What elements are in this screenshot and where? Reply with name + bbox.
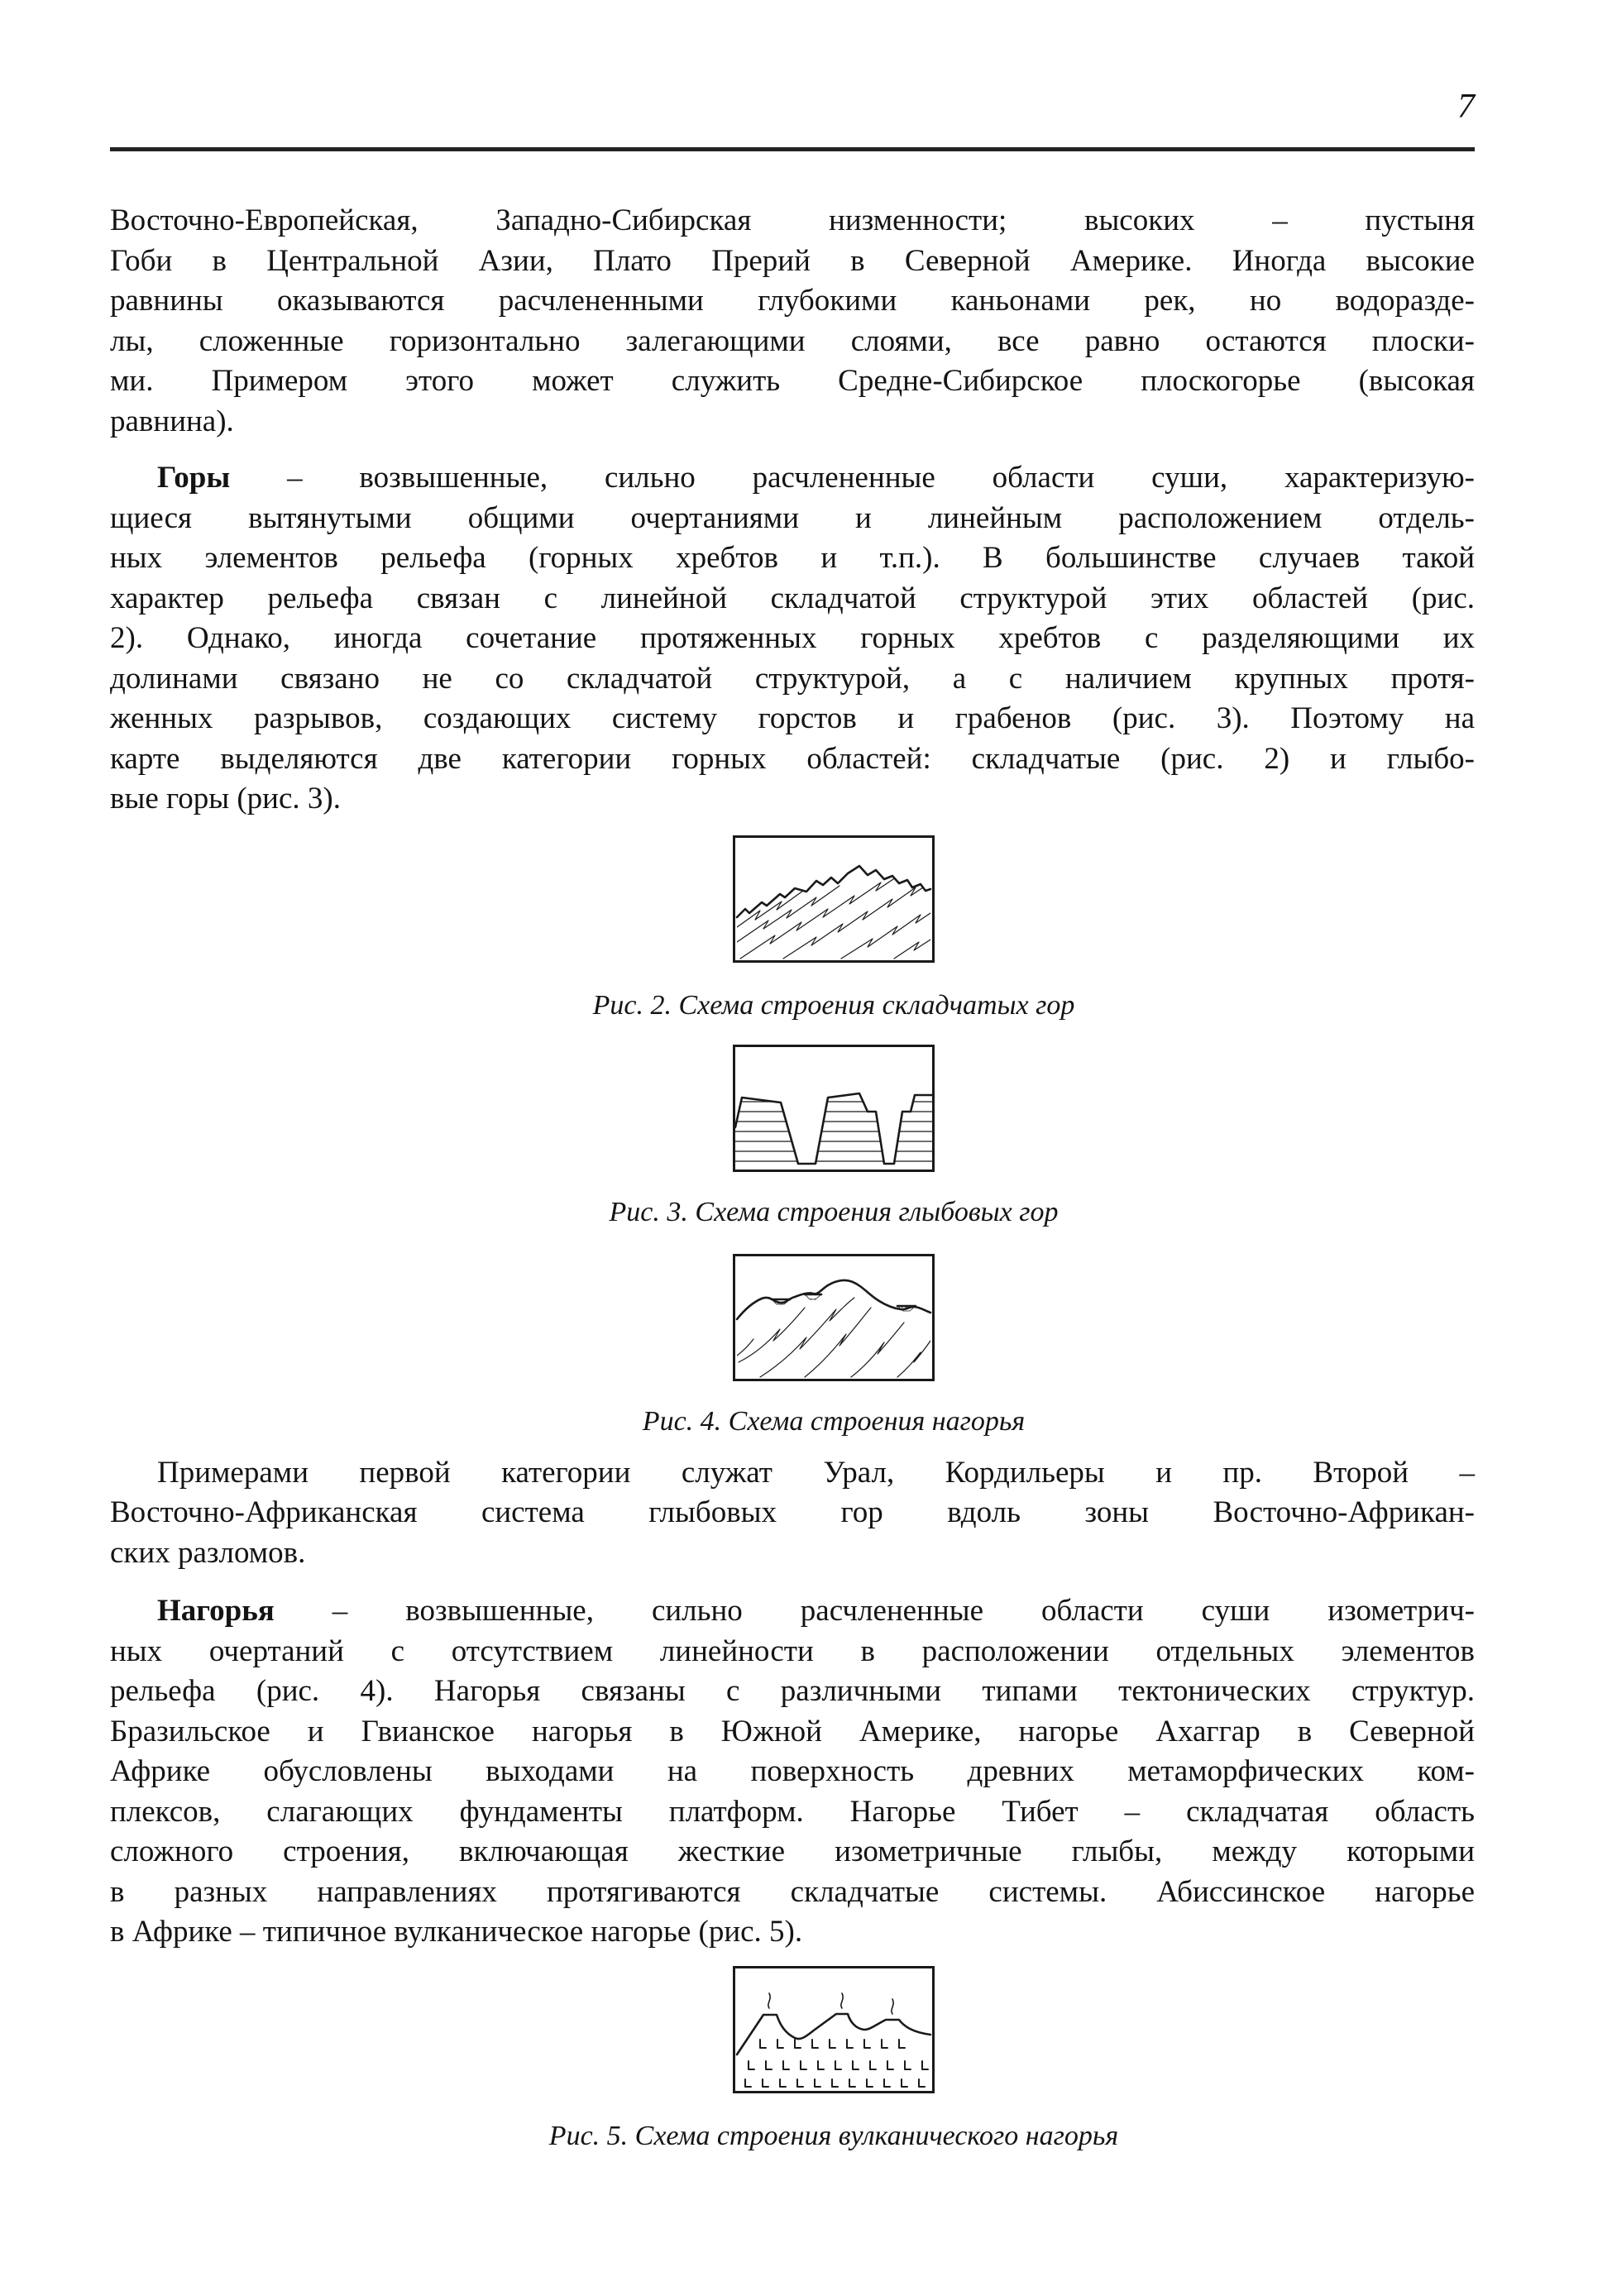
figure-2-image bbox=[733, 835, 935, 963]
text-line: Восточно-Европейская, Западно-Сибирская низменности; высоких – пустыня bbox=[110, 203, 1475, 237]
paragraph-highlands bbox=[110, 1591, 1475, 1953]
term-highlands: Нагорья bbox=[157, 1594, 275, 1628]
paragraph-mountains bbox=[110, 458, 1475, 820]
paragraph-examples bbox=[110, 1453, 1475, 1574]
figure-3 bbox=[110, 1045, 1475, 1172]
highland-drawing bbox=[735, 1256, 932, 1379]
text-line: Примерами первой категории служат Урал, Кордильеры и пр. Второй – bbox=[157, 1455, 1475, 1490]
figure-2-caption: Рис. 2. Схема строения складчатых гор bbox=[592, 989, 1075, 1021]
text-line: Гоби в Центральной Азии, Плато Прерий в Северной Америке. Иногда высокие bbox=[110, 243, 1475, 278]
figure-3-caption: Рис. 3. Схема строения глыбовых гор bbox=[609, 1196, 1059, 1227]
figure-5-image bbox=[733, 1966, 935, 2093]
text-line bbox=[110, 458, 1475, 499]
text-line: Бразильское и Гвианское нагорья в Южной Америке, нагорье Ахаггар в Северной bbox=[110, 1714, 1475, 1748]
figure-2 bbox=[110, 835, 1475, 963]
header-rule bbox=[110, 147, 1475, 151]
volcanic-highland-drawing bbox=[735, 1968, 932, 2091]
block-mountains-drawing bbox=[735, 1047, 932, 1170]
paragraph-plains bbox=[110, 201, 1475, 442]
text-line: равнина). bbox=[110, 404, 234, 438]
text-line: рельефа (рис. 4). Нагорья связаны с различными типами тектонических структур. bbox=[110, 1674, 1475, 1708]
text-span: – возвышенные, сильно расчлененные области суши, характеризую- bbox=[230, 461, 1475, 495]
figure-5 bbox=[110, 1966, 1475, 2093]
term-mountains: Горы bbox=[157, 461, 231, 495]
text-line: ных очертаний с отсутствием линейности в расположении отдельных элементов bbox=[110, 1634, 1475, 1668]
figure-3-image bbox=[733, 1045, 935, 1172]
text-line: лы, сложенные горизонтально залегающими слоями, все равно остаются плоски- bbox=[110, 323, 1475, 358]
figure-5-caption: Рис. 5. Схема строения вулканического нагорья bbox=[548, 2120, 1119, 2151]
figure-4 bbox=[110, 1254, 1475, 1381]
text-line: вые горы (рис. 3). bbox=[110, 782, 341, 816]
figure-4-caption: Рис. 4. Схема строения нагорья bbox=[642, 1405, 1026, 1437]
text-line: щиеся вытянутыми общими очертаниями и линейным расположением отдель- bbox=[110, 500, 1475, 535]
text-line: плексов, слагающих фундаменты платформ. Нагорье Тибет – складчатая область bbox=[110, 1794, 1475, 1829]
text-line: в Африке – типичное вулканическое нагорье (рис. 5). bbox=[110, 1915, 803, 1949]
text-line: карте выделяются две категории горных областей: складчатые (рис. 2) и глыбо- bbox=[110, 741, 1475, 776]
page-number: 7 bbox=[1457, 88, 1475, 126]
text-line: равнины оказываются расчлененными глубокими каньонами рек, но водоразде- bbox=[110, 284, 1475, 318]
text-line bbox=[110, 1591, 1475, 1632]
text-line: Африке обусловлены выходами на поверхность древних метаморфических ком- bbox=[110, 1754, 1475, 1788]
text-span: – возвышенные, сильно расчлененные области суши изометрич- bbox=[274, 1594, 1475, 1628]
page-content bbox=[110, 201, 1475, 2155]
figure-4-image bbox=[733, 1254, 935, 1381]
text-line: ми. Примером этого может служить Средне-Сибирское плоскогорье (высокая bbox=[110, 364, 1475, 398]
text-line: 2). Однако, иногда сочетание протяженных горных хребтов с разделяющими их bbox=[110, 621, 1475, 655]
text-line: ных элементов рельефа (горных хребтов и т.п.). В большинстве случаев такой bbox=[110, 541, 1475, 575]
text-line: женных разрывов, создающих систему горстов и грабенов (рис. 3). Поэтому на bbox=[110, 701, 1475, 735]
text-line: сложного строения, включающая жесткие изометричные глыбы, между которыми bbox=[110, 1834, 1475, 1868]
text-line: в разных направлениях протягиваются складчатые системы. Абиссинское нагорье bbox=[110, 1874, 1475, 1909]
text-line: Восточно-Африканская система глыбовых гор вдоль зоны Восточно-Африкан- bbox=[110, 1495, 1475, 1529]
text-line: ских разломов. bbox=[110, 1535, 306, 1570]
text-line: характер рельефа связан с линейной складчатой структурой этих областей (рис. bbox=[110, 581, 1475, 615]
text-line: долинами связано не со складчатой структурой, а с наличием крупных протя- bbox=[110, 661, 1475, 696]
folded-mountains-drawing bbox=[735, 838, 932, 960]
